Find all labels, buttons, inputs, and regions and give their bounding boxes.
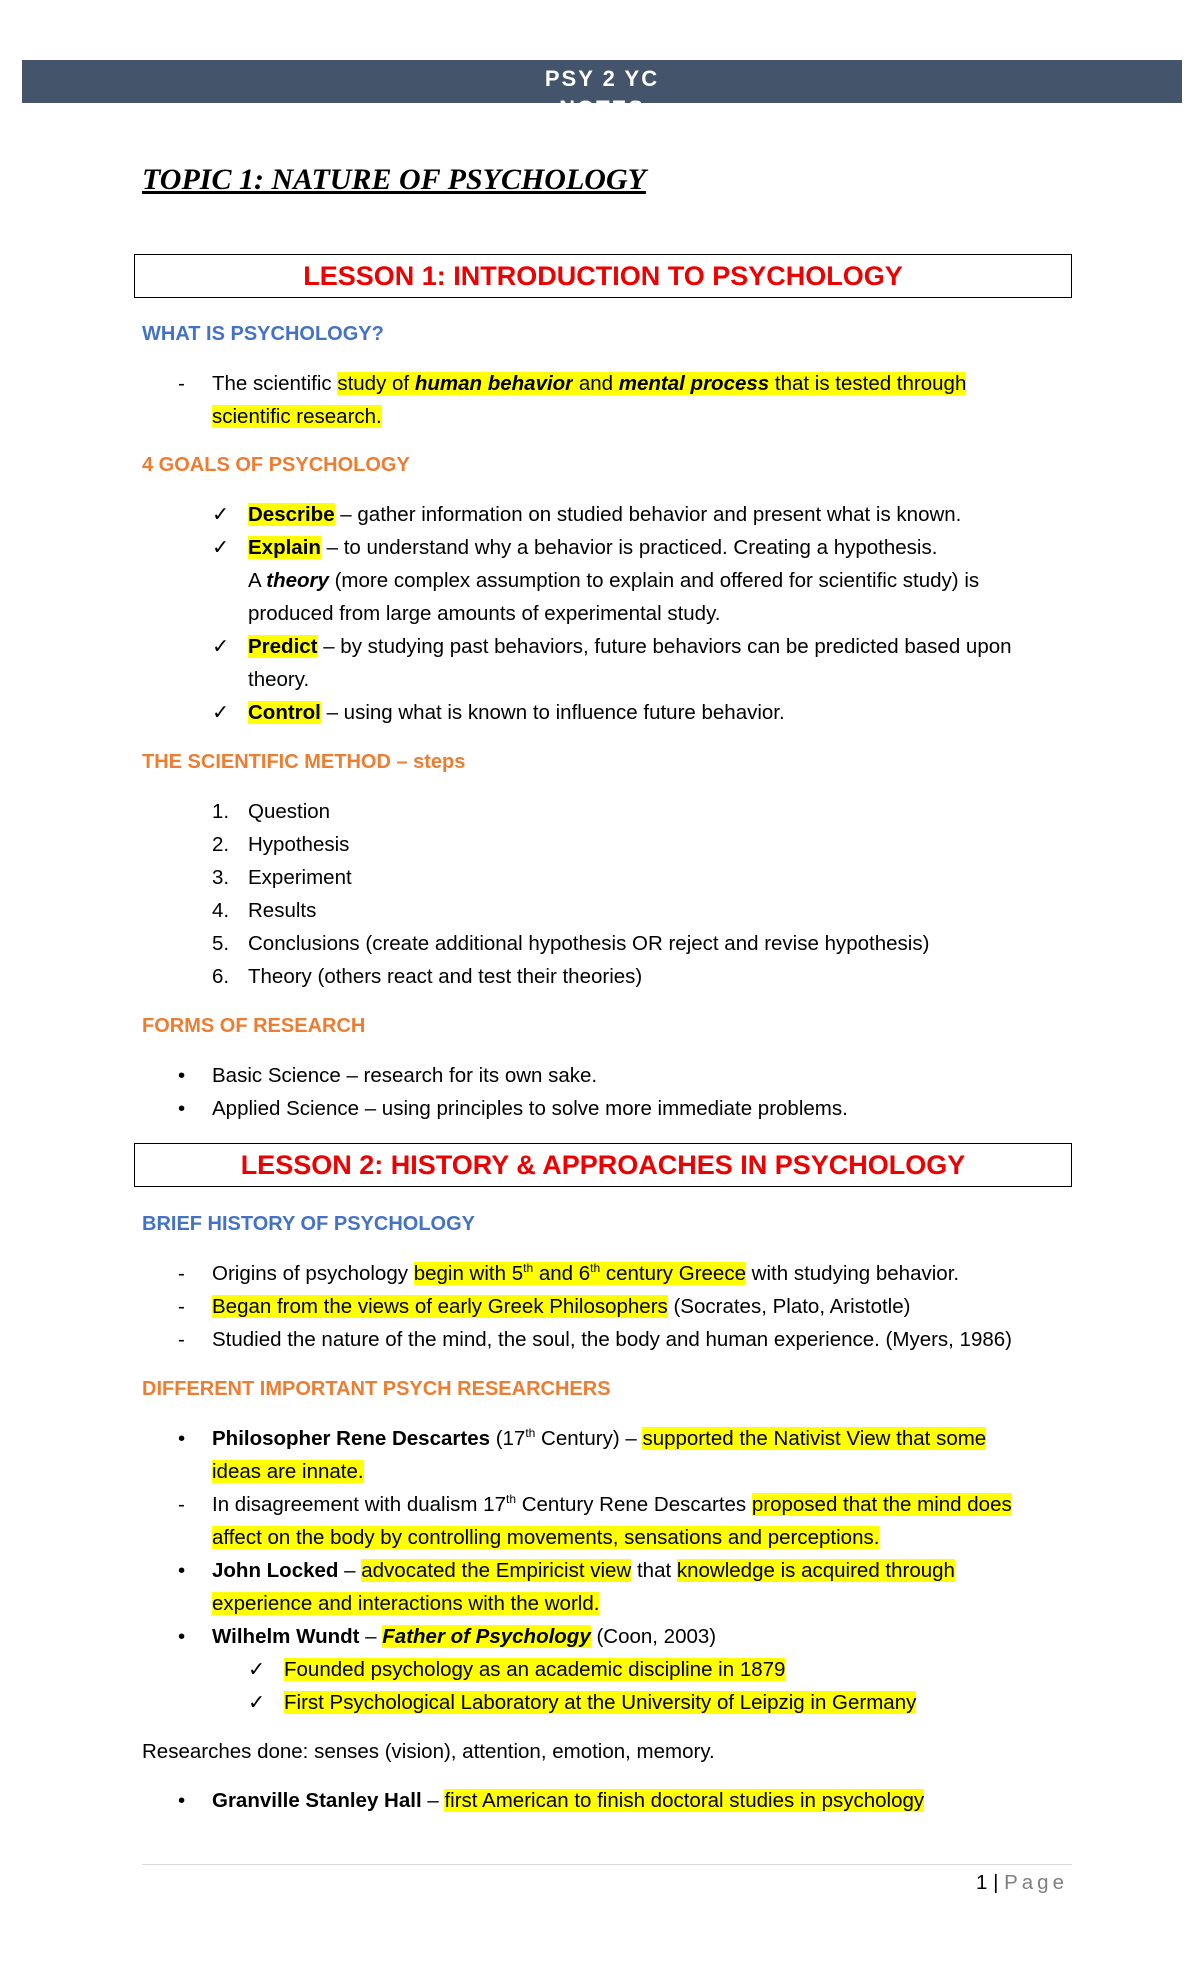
bullet-icon: • xyxy=(178,1097,186,1120)
goal-control: Control – using what is known to influence future behavior. xyxy=(248,701,785,724)
check-icon: ✓ xyxy=(212,701,230,724)
bullet-icon: • xyxy=(178,1427,186,1450)
topic-title: TOPIC 1: NATURE OF PSYCHOLOGY xyxy=(142,163,646,196)
bullet-icon: • xyxy=(178,1064,186,1087)
page-number: 1 xyxy=(975,1871,988,1894)
check-icon: ✓ xyxy=(248,1691,266,1714)
dash-marker: - xyxy=(178,1262,185,1285)
page-label: Page xyxy=(1004,1871,1068,1894)
what-heading: WHAT IS PSYCHOLOGY? xyxy=(142,323,384,345)
step-number: 5. xyxy=(212,932,230,955)
what-line-2: scientific research. xyxy=(212,405,382,428)
history-item: Studied the nature of the mind, the soul, the body and human experience. (Myers, 1986) xyxy=(212,1328,1012,1351)
lesson1-title: LESSON 1: INTRODUCTION TO PSYCHOLOGY xyxy=(134,254,1072,298)
check-icon: ✓ xyxy=(212,536,230,559)
history-item: Origins of psychology begin with 5th and 6th century Greece with studying behavior. xyxy=(212,1261,960,1285)
check-icon: ✓ xyxy=(212,635,230,658)
history-item: Began from the views of early Greek Philosophers (Socrates, Plato, Aristotle) xyxy=(212,1295,911,1318)
researcher-descartes: Philosopher Rene Descartes (17th Century) – supported the Nativist View that some xyxy=(212,1426,987,1450)
researcher-wundt: Wilhelm Wundt – Father of Psychology (Coon, 2003) xyxy=(212,1625,717,1648)
goal-explain: Explain – to understand why a behavior is practiced. Creating a hypothesis. xyxy=(248,536,938,559)
method-step: Results xyxy=(248,899,317,922)
goal-describe: Describe – gather information on studied behavior and present what is known. xyxy=(248,503,962,526)
dualism-note-line-2: affect on the body by controlling movements, sensations and perceptions. xyxy=(212,1526,880,1549)
history-heading: BRIEF HISTORY OF PSYCHOLOGY xyxy=(142,1213,476,1235)
method-step: Theory (others react and test their theories) xyxy=(248,965,643,988)
step-number: 6. xyxy=(212,965,230,988)
lesson2-title: LESSON 2: HISTORY & APPROACHES IN PSYCHOLOGY xyxy=(134,1143,1072,1187)
goal-explain-line-3: produced from large amounts of experimental study. xyxy=(248,602,721,625)
method-heading: THE SCIENTIFIC METHOD – steps xyxy=(142,751,466,773)
method-step: Question xyxy=(248,800,331,823)
goals-heading: 4 GOALS OF PSYCHOLOGY xyxy=(142,454,410,476)
researcher-descartes-line-2: ideas are innate. xyxy=(212,1460,364,1483)
method-step: Experiment xyxy=(248,866,352,889)
dash-marker: - xyxy=(178,1295,185,1318)
check-icon: ✓ xyxy=(248,1658,266,1681)
dualism-note: In disagreement with dualism 17th Century Rene Descartes proposed that the mind does xyxy=(212,1492,1012,1516)
header-subtitle: NOTES xyxy=(559,96,645,121)
footer-rule xyxy=(142,1864,1072,1865)
bullet-icon: • xyxy=(178,1625,186,1648)
what-line-1: The scientific study of human behavior and mental process that is tested through xyxy=(212,372,967,395)
step-number: 2. xyxy=(212,833,230,856)
method-step: Conclusions (create additional hypothesis OR reject and revise hypothesis) xyxy=(248,932,930,955)
researcher-hall: Granville Stanley Hall – first American to finish doctoral studies in psychology xyxy=(212,1789,925,1812)
researchers-heading: DIFFERENT IMPORTANT PSYCH RESEARCHERS xyxy=(142,1378,611,1400)
step-number: 3. xyxy=(212,866,230,889)
form-item: Applied Science – using principles to solve more immediate problems. xyxy=(212,1097,848,1120)
researcher-locked-line-2: experience and interactions with the world. xyxy=(212,1592,600,1615)
dash-marker: - xyxy=(178,372,185,395)
form-item: Basic Science – research for its own sake. xyxy=(212,1064,598,1087)
dash-marker: - xyxy=(178,1493,185,1516)
goal-explain-line-2: A theory (more complex assumption to explain and offered for scientific study) is xyxy=(248,569,980,592)
check-icon: ✓ xyxy=(212,503,230,526)
bullet-icon: • xyxy=(178,1559,186,1582)
dash-marker: - xyxy=(178,1328,185,1351)
wundt-fact: Founded psychology as an academic discipline in 1879 xyxy=(284,1658,786,1681)
header-bar xyxy=(22,60,1182,121)
step-number: 1. xyxy=(212,800,230,823)
header-title: PSY 2 YC xyxy=(544,66,660,91)
wundt-fact: First Psychological Laboratory at the University of Leipzig in Germany xyxy=(284,1691,917,1714)
goal-predict: Predict – by studying past behaviors, future behaviors can be predicted based upon xyxy=(248,635,1012,658)
researcher-locked: John Locked – advocated the Empiricist view that knowledge is acquired through xyxy=(212,1559,955,1582)
bullet-icon: • xyxy=(178,1789,186,1812)
forms-heading: FORMS OF RESEARCH xyxy=(142,1015,366,1037)
goal-predict-line-2: theory. xyxy=(248,668,310,691)
researches-done: Researches done: senses (vision), attention, emotion, memory. xyxy=(142,1740,715,1763)
method-step: Hypothesis xyxy=(248,833,350,856)
step-number: 4. xyxy=(212,899,230,922)
page-footer: 1 | Page xyxy=(975,1871,1068,1894)
